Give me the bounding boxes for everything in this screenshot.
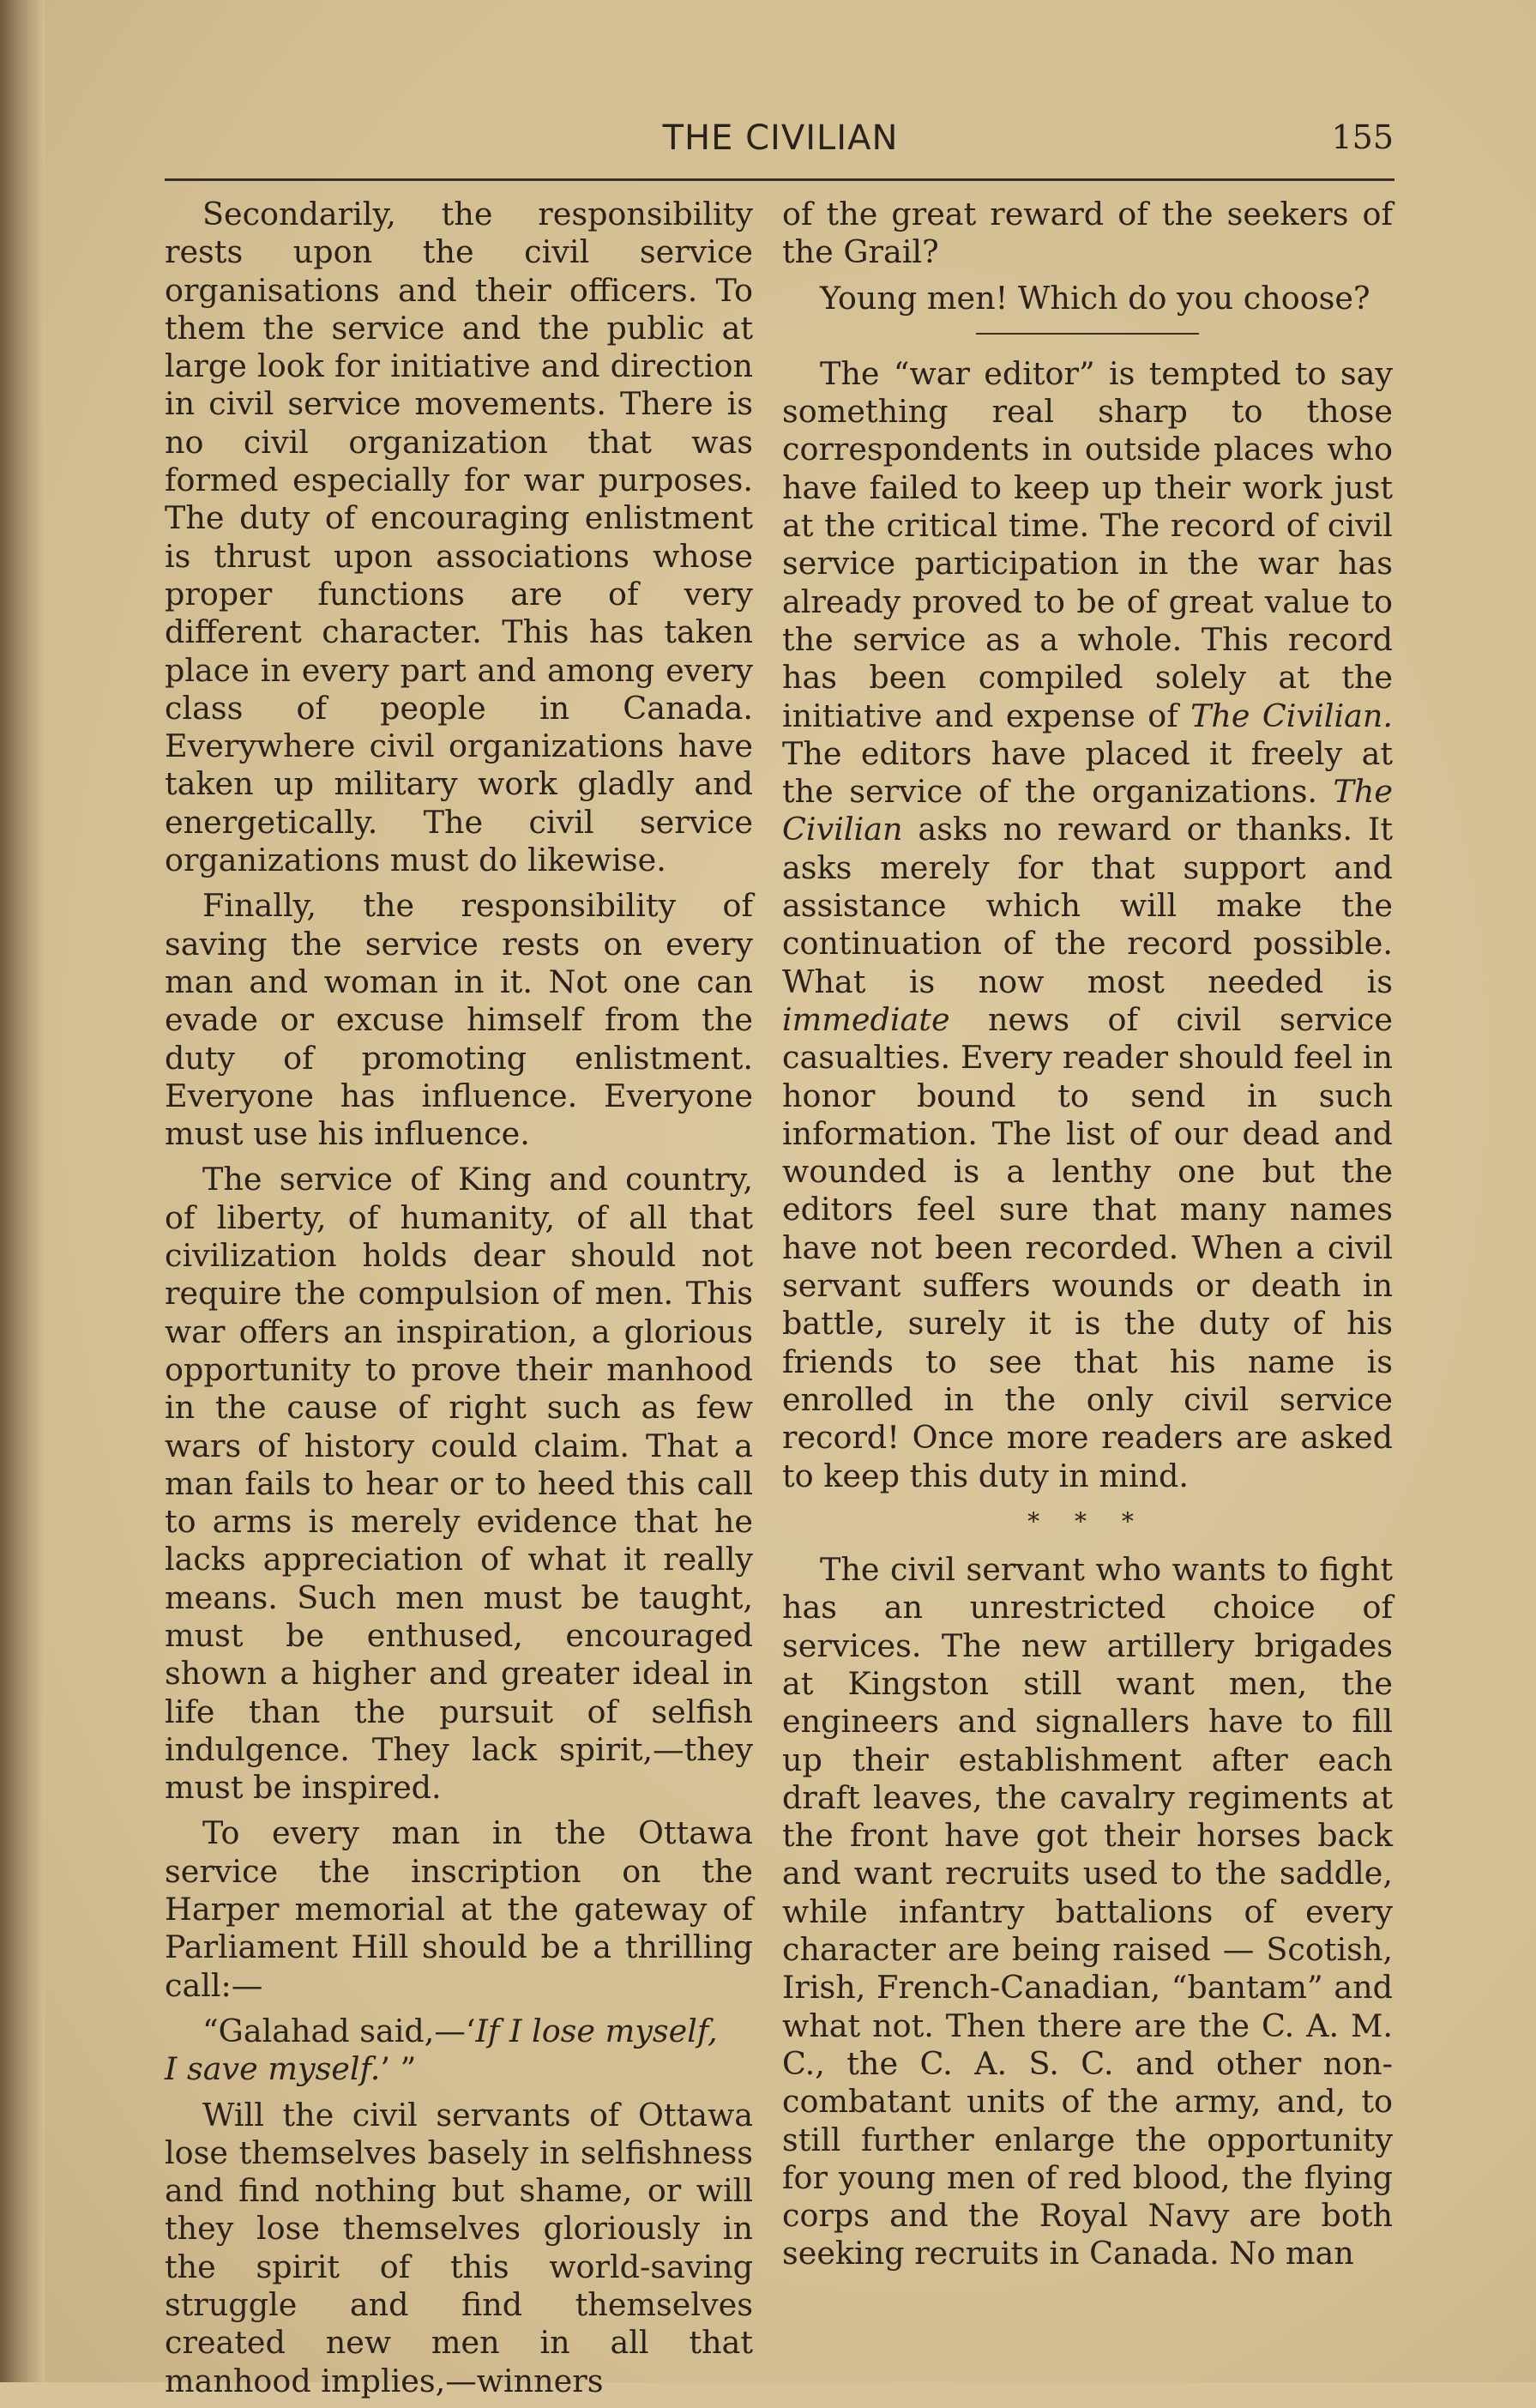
left-column xyxy=(165,196,753,2408)
page-number: 155 xyxy=(1331,118,1394,156)
paragraph: To every man in the Ottawa service the inscription on the Harper memorial at the gateway of Parliament Hill should be a thrilling call:— xyxy=(165,1814,753,2004)
publication-title: The Civilian xyxy=(782,773,1393,848)
running-title: THE CIVILIAN xyxy=(662,118,899,158)
paragraph: Finally, the responsibility of saving the service rests on every man and woman in it. Not one can evade or excuse himself from the duty of promoting enlistment. Everyone has influence. Everyone must use his influence. xyxy=(165,887,753,1153)
quote-italic: If I lose myself, xyxy=(475,2012,718,2049)
header-rule xyxy=(165,178,1394,181)
section-divider xyxy=(976,333,1199,335)
asterism: * * * xyxy=(1027,1506,1147,1536)
publication-title: The Civilian. xyxy=(1190,697,1393,734)
text-run: asks no reward or thanks. It asks merely for that support and assistance which will make the continuation of the record possible. What is now most needed is xyxy=(782,811,1393,1000)
quotation xyxy=(165,2013,753,2050)
emphasis: immediate xyxy=(782,1000,950,1038)
paragraph: of the great reward of the seekers of the Grail? xyxy=(782,196,1393,271)
quotation-continued xyxy=(165,2050,753,2088)
paragraph: The service of King and country, of liberty, of humanity, of all that civilization holds dear should not require the compulsion of men. This war offers an inspiration, a glorious opportunity to prove their manhood in the cause of right such as few wars of history could claim. That a man fails to hear or to heed this call to arms is merely evidence that he lacks appreciation of what it really means. Such men must be taught, must be enthused, encouraged shown a higher and greater ideal in life than the pursuit of selfish indulgence. They lack spirit,—they must be inspired. xyxy=(165,1161,753,1807)
text-run: The “war editor” is tempted to say something real sharp to those correspondents in outside places who have failed to keep up their work just at the critical time. The record of civil service participation in the war has already proved to be of great value to the service as a whole. This record has been compiled solely at the initiative and expense of xyxy=(782,354,1393,734)
text-run: The editors have placed it freely at the service of the organizations. xyxy=(782,734,1393,811)
page-header xyxy=(167,118,1394,170)
paragraph: The civil servant who wants to fight has an unrestricted choice of services. The new artillery brigades at Kingston still want men, the engineers and signallers have to fill up their establishment after each draft leaves, the cavalry regiments at the front have got their horses back and want recruits used to the saddle, while infantry battalions of every character are being raised — Scotish, Irish, French-Canadian, “bantam” and what not. Then there are the C. A. M. C., the C. A. S. C. and other non-combatant units of the army, and, to still further enlarge the opportunity for young men of red blood, the flying corps and the Royal Navy are both seeking recruits in Canada. No man xyxy=(782,1551,1393,2272)
quote-italic: I save myself. xyxy=(165,2050,381,2088)
right-column xyxy=(782,196,1393,2281)
binding-gutter xyxy=(0,0,45,2382)
paragraph: Will the civil servants of Ottawa lose themselves basely in selfishness and find nothing but shame, or will they lose themselves gloriously in the spirit of this world-saving struggle and find themselves created new men in all that manhood implies,—winners xyxy=(165,2096,753,2399)
paragraph xyxy=(782,355,1393,1495)
quote-close: ’ ” xyxy=(380,2050,417,2088)
paragraph: Secondarily, the responsibility rests upon the civil service organisations and their officers. To them the service and the public at large look for initiative and direction in civil service movements. There is no civil organization that was formed especially for war purposes. The duty of encouraging enlistment is thrust upon associations whose proper functions are of very different character. This has taken place in every part and among every class of people in Canada. Everywhere civil organizations have taken up military work gladly and energetically. The civil service organizations must do likewise. xyxy=(165,196,753,879)
text-run: news of civil service casualties. Every reader should feel in honor bound to send in such information. The list of our dead and wounded is a lenthy one but the editors feel sure that many names have not been recorded. When a civil servant suffers wounds or death in battle, surely it is the duty of his friends to see that his name is enrolled in the only civil service record! Once more readers are asked to keep this duty in mind. xyxy=(782,1000,1393,1494)
quote-lead: “Galahad said,—‘ xyxy=(202,2012,476,2049)
paragraph: Young men! Which do you choose? xyxy=(820,279,1370,317)
